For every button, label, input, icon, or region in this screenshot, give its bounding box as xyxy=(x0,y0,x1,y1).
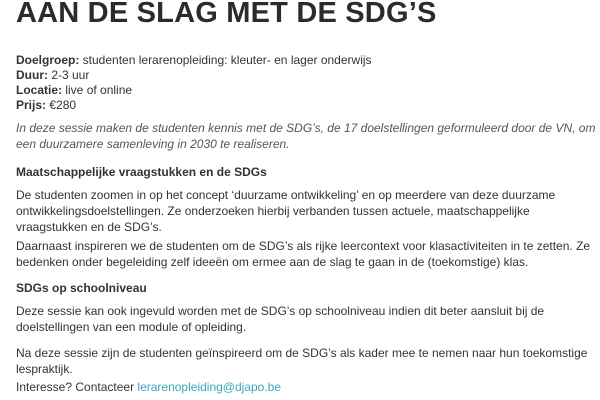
detail-label: Duur: xyxy=(16,68,48,82)
detail-value: €280 xyxy=(46,98,77,112)
contact-line xyxy=(16,379,596,395)
detail-label: Doelgroep: xyxy=(16,53,80,67)
detail-value: live of online xyxy=(62,83,133,97)
section2-paragraph-1: Deze sessie kan ook ingevuld worden met de SDG’s op schoolniveau indien dit beter aansluit bij de doelstellingen van een module of opleiding. xyxy=(16,304,545,334)
detail-label: Prijs: xyxy=(16,98,47,112)
section1-paragraph-1: De studenten zoomen in op het concept ‘duurzame ontwikkeling’ en op meerdere van deze duurzame ontwikkelingsdoelstellingen. Ze onderzoeken hierbij verbanden tussen actuele, maatschappelijke vraagstukken en de SDG’s. xyxy=(16,188,556,234)
detail-value: 2-3 uur xyxy=(48,68,90,82)
detail-value: studenten lerarenopleiding: kleuter- en lager onderwijs xyxy=(79,53,372,67)
detail-price xyxy=(16,98,372,113)
intro-text: In deze sessie maken de studenten kennis met de SDG’s, de 17 doelstellingen geformuleerd door de VN, om een duurzamere samenleving in 2030 te realiseren. xyxy=(16,121,596,151)
section1-paragraph-2: Daarnaast inspireren we de studenten om de SDG’s als rijke leercontext voor klasactiviteiten in te zetten. Ze bedenken onder begeleiding zelf ideeën om ermee aan de slag te gaan in de (toekomstige) klas. xyxy=(16,239,591,269)
contact-label: Interesse? Contacteer xyxy=(16,380,138,394)
detail-duration xyxy=(16,68,372,83)
detail-label: Locatie: xyxy=(16,83,63,97)
section2-paragraph-2: Na deze sessie zijn de studenten geïnspireerd om de SDG’s als kader mee te nemen naar hun toekomstige lespraktijk. xyxy=(16,346,588,376)
contact-email-link[interactable]: lerarenopleiding@djapo.be xyxy=(137,380,282,394)
detail-location xyxy=(16,83,372,98)
page-title: AAN DE SLAG MET DE SDG’S xyxy=(16,0,437,29)
detail-target-group xyxy=(16,53,372,68)
session-details xyxy=(16,53,372,113)
section-heading-school-level: SDGs op schoolniveau xyxy=(16,281,147,295)
section-heading-societal-issues: Maatschappelijke vraagstukken en de SDGs xyxy=(16,165,267,179)
